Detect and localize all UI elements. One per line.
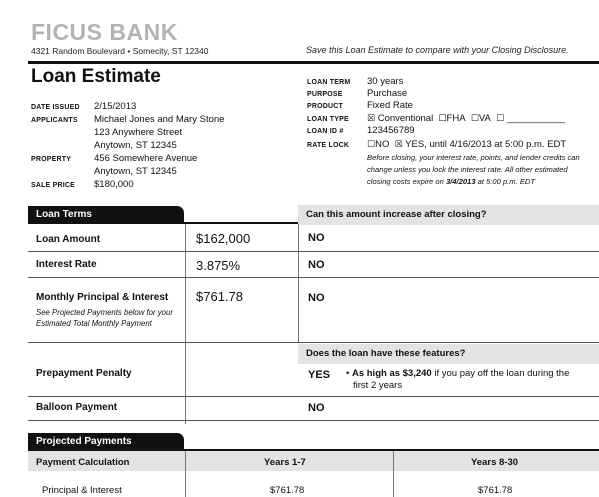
unchecked-box-icon: ☐: [367, 139, 376, 149]
loan-id-value: 123456789: [367, 125, 415, 136]
prepayment-max-amount: As high as $3,240: [351, 368, 432, 379]
years-8-30-header: Years 8-30: [471, 457, 519, 468]
principal-interest-label: Principal & Interest: [42, 485, 122, 496]
applicants-label: APPLICANTS: [31, 117, 78, 124]
loan-amount-label: Loan Amount: [36, 234, 101, 245]
payment-calculation-header: Payment Calculation: [36, 457, 130, 468]
column-divider: [185, 224, 186, 424]
loan-type-options: [367, 113, 565, 124]
column-divider: [185, 451, 186, 497]
property-city: Anytown, ST 12345: [94, 166, 177, 177]
interest-rate-value: 3.875%: [196, 258, 241, 273]
purpose-value: Purchase: [367, 88, 408, 99]
rate-lock-note-line-1: Before closing, your interest rate, points, and lender credits can: [367, 153, 580, 162]
applicant-names: Michael Jones and Mary Stone: [94, 114, 225, 125]
row-divider: [28, 277, 599, 278]
applicant-street: 123 Anywhere Street: [94, 127, 183, 138]
page-title: Loan Estimate: [31, 66, 161, 87]
checked-box-icon: ☒: [394, 139, 403, 149]
rate-lock-note-line-3: closing costs expire on 3/4/2013 at 5:00 p.m. EDT: [367, 177, 536, 186]
loan-type-fha: FHA: [446, 113, 466, 124]
rate-lock-options: [367, 139, 566, 150]
rate-lock-yes: YES, until 4/16/2013 at 5:00 p.m. EDT: [405, 139, 567, 150]
save-note: Save this Loan Estimate to compare with your Closing Disclosure.: [306, 45, 569, 55]
interest-rate-label: Interest Rate: [36, 259, 97, 270]
product-label: PRODUCT: [307, 103, 344, 110]
sale-price-value: $180,000: [94, 179, 134, 190]
loan-type-label: LOAN TYPE: [307, 116, 349, 123]
rate-lock-label: RATE LOCK: [307, 142, 350, 149]
rate-lock-note-line-2: change unless you lock the interest rate. All other estimated: [367, 165, 568, 174]
bank-name: FICUS BANK: [31, 19, 178, 45]
loan-type-va: VA: [478, 113, 491, 124]
row-divider: [28, 396, 599, 397]
unchecked-box-icon: ☐: [470, 113, 479, 123]
checked-box-icon: ☒: [367, 113, 376, 123]
property-street: 456 Somewhere Avenue: [94, 153, 198, 164]
monthly-pi-value: $761.78: [196, 289, 243, 304]
date-issued-label: DATE ISSUED: [31, 104, 80, 111]
loan-id-label: LOAN ID #: [307, 128, 344, 135]
prepayment-penalty-detail: • As high as $3,240 if you pay off the loan during the: [346, 368, 570, 379]
unchecked-box-icon: ☐: [496, 113, 505, 123]
applicant-city: Anytown, ST 12345: [94, 140, 177, 151]
row-divider: [28, 420, 599, 421]
principal-interest-years-8-30: $761.78: [478, 485, 513, 496]
sale-price-label: SALE PRICE: [31, 182, 76, 189]
column-divider: [393, 451, 394, 497]
question-features-header: Does the loan have these features?: [298, 344, 599, 364]
tab-loan-terms: Loan Terms: [28, 206, 184, 223]
monthly-pi-note-2: Estimated Total Monthly Payment: [36, 319, 152, 328]
rate-lock-expiry-date: 3/4/2013: [445, 177, 476, 186]
tab-projected-payments: Projected Payments: [28, 433, 184, 450]
product-value: Fixed Rate: [367, 100, 413, 111]
loan-term-value: 30 years: [367, 76, 404, 87]
question-increase-header: Can this amount increase after closing?: [298, 205, 599, 225]
header-rule: [28, 61, 599, 64]
interest-rate-answer: NO: [308, 259, 325, 271]
prepayment-penalty-label: Prepayment Penalty: [36, 368, 132, 379]
balloon-payment-label: Balloon Payment: [36, 402, 118, 413]
monthly-pi-answer: NO: [308, 292, 325, 304]
prepayment-penalty-detail-2: first 2 years: [353, 380, 403, 391]
date-issued-value: 2/15/2013: [94, 101, 137, 112]
bullet: •: [346, 368, 350, 379]
unchecked-box-icon: ☐: [438, 113, 447, 123]
rate-lock-no: NO: [375, 139, 390, 150]
row-divider: [28, 251, 599, 252]
monthly-pi-note-1: See Projected Payments below for your: [36, 308, 173, 317]
property-label: PROPERTY: [31, 156, 72, 163]
row-divider: [28, 342, 599, 343]
loan-term-label: LOAN TERM: [307, 79, 351, 86]
loan-amount-answer: NO: [308, 232, 325, 244]
purpose-label: PURPOSE: [307, 91, 343, 98]
monthly-pi-label: Monthly Principal & Interest: [36, 292, 169, 303]
rate-lock-note: [367, 152, 599, 188]
loan-type-other-blank: ___________: [506, 113, 565, 124]
column-divider: [298, 224, 299, 342]
prepayment-penalty-answer: YES: [308, 369, 331, 381]
loan-type-conventional: Conventional: [377, 113, 434, 124]
balloon-payment-answer: NO: [308, 402, 325, 414]
years-1-7-header: Years 1-7: [264, 457, 306, 468]
principal-interest-years-1-7: $761.78: [270, 485, 305, 496]
loan-amount-value: $162,000: [196, 231, 251, 246]
bank-address: 4321 Random Boulevard • Somecity, ST 12340: [31, 46, 209, 56]
